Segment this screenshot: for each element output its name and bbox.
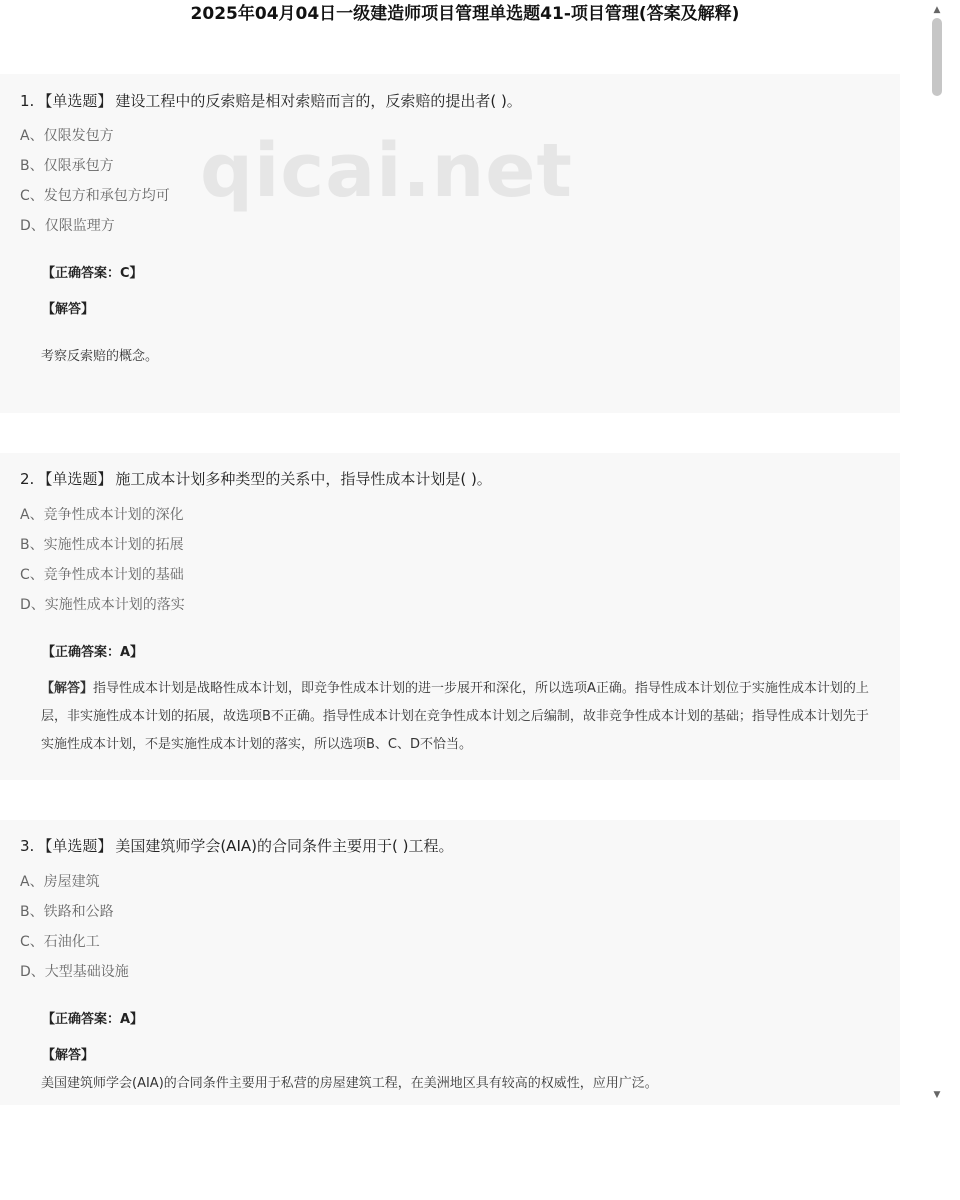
- option-b: B、铁路和公路: [20, 904, 114, 920]
- option-a: A、仅限发包方: [20, 128, 114, 144]
- option-c: C、竞争性成本计划的基础: [20, 567, 184, 583]
- explanation-label: 【解答】: [41, 681, 94, 696]
- option-d: D、大型基础设施: [20, 964, 129, 980]
- question-stem: [20, 835, 453, 857]
- correct-answer: 【正确答案：A】: [42, 1012, 144, 1027]
- question-card-1: [0, 74, 900, 413]
- explanation-text: 考察反索赔的概念。: [41, 349, 159, 364]
- vertical-scrollbar[interactable]: [930, 0, 944, 1105]
- question-number: 3.: [20, 837, 35, 855]
- question-text: 施工成本计划多种类型的关系中，指导性成本计划是( )。: [115, 470, 492, 488]
- scroll-up-icon[interactable]: ▲: [933, 5, 941, 15]
- option-c: C、发包方和承包方均可: [20, 188, 170, 204]
- option-b: B、仅限承包方: [20, 158, 114, 174]
- question-card-3: [0, 820, 900, 1105]
- question-text: 建设工程中的反索赔是相对索赔而言的，反索赔的提出者( )。: [115, 92, 522, 110]
- question-stem: [20, 90, 522, 112]
- option-d: D、实施性成本计划的落实: [20, 597, 185, 613]
- option-a: A、竞争性成本计划的深化: [20, 507, 184, 523]
- option-a: A、房屋建筑: [20, 874, 100, 890]
- option-c: C、石油化工: [20, 934, 100, 950]
- option-b: B、实施性成本计划的拓展: [20, 537, 184, 553]
- explanation: [41, 675, 871, 759]
- scroll-down-icon[interactable]: ▼: [933, 1090, 941, 1100]
- explanation-label: 【解答】: [42, 302, 95, 317]
- watermark: qicai.net: [200, 128, 573, 214]
- scrollbar-thumb[interactable]: [932, 18, 942, 96]
- question-number: 2.: [20, 470, 35, 488]
- question-card-2: [0, 453, 900, 780]
- explanation-text: 指导性成本计划是战略性成本计划，即竞争性成本计划的进一步展开和深化，所以选项A正确。指导性成本计划位于实施性成本计划的上层，非实施性成本计划的拓展，故选项B不正确。指导性成本计划在竞争性成本计划之后编制，故非竞争性成本计划的基础；指导性成本计划先于实施性成本计划，不是实施性成本计划的落实，所以选项B、C、D不恰当。: [41, 681, 869, 752]
- page-title: 2025年04月04日一级建造师项目管理单选题41-项目管理(答案及解释): [190, 4, 740, 24]
- explanation-label: 【解答】: [42, 1048, 95, 1063]
- question-number: 1.: [20, 92, 35, 110]
- correct-answer: 【正确答案：C】: [42, 266, 143, 281]
- question-stem: [20, 468, 492, 490]
- question-type: 【单选题】: [37, 837, 113, 855]
- option-d: D、仅限监理方: [20, 218, 115, 234]
- question-type: 【单选题】: [37, 92, 113, 110]
- correct-answer: 【正确答案：A】: [42, 645, 144, 660]
- question-text: 美国建筑师学会(AIA)的合同条件主要用于( )工程。: [115, 837, 454, 855]
- question-type: 【单选题】: [37, 470, 113, 488]
- explanation-text: 美国建筑师学会(AIA)的合同条件主要用于私营的房屋建筑工程，在美洲地区具有较高的权威性，应用广泛。: [41, 1076, 658, 1091]
